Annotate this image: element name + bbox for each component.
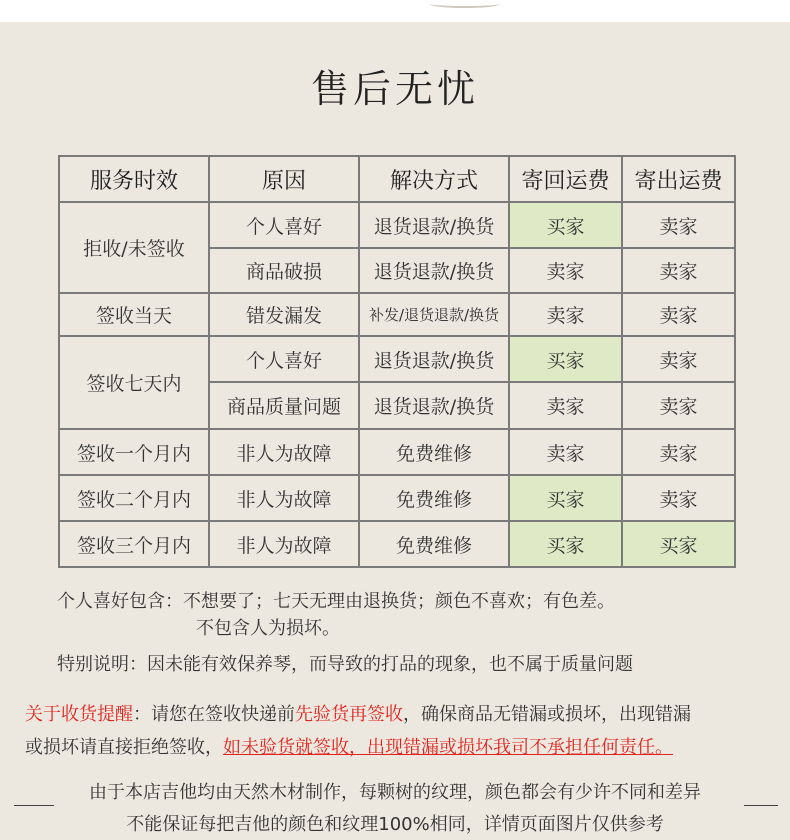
top-decoration-arc: [430, 0, 500, 8]
period-cell: 签收三个月内: [59, 521, 209, 567]
send-fee-cell: 卖家: [622, 293, 735, 336]
return-fee-cell: 卖家: [509, 248, 622, 293]
reason-cell: 非人为故障: [209, 475, 359, 521]
table-row: [59, 293, 735, 336]
send-fee-cell: 卖家: [622, 429, 735, 475]
reason-cell: 个人喜好: [209, 336, 359, 382]
table-header-row: [59, 156, 735, 202]
return-fee-cell: 买家: [509, 202, 622, 248]
reason-cell: 个人喜好: [209, 202, 359, 248]
after-sales-table: [58, 155, 736, 568]
reason-cell: 非人为故障: [209, 521, 359, 567]
receipt-text: 或损坏请直接拒绝签收，: [25, 737, 223, 758]
table-row: [59, 475, 735, 521]
period-cell: 签收二个月内: [59, 475, 209, 521]
table-row: [59, 429, 735, 475]
return-fee-cell: 卖家: [509, 382, 622, 429]
return-fee-cell: 卖家: [509, 429, 622, 475]
solution-cell: 退货退款/换货: [359, 336, 509, 382]
header-reason: 原因: [209, 156, 359, 202]
return-fee-cell: 买家: [509, 336, 622, 382]
send-fee-cell: 买家: [622, 521, 735, 567]
period-cell: 签收一个月内: [59, 429, 209, 475]
send-fee-cell: 卖家: [622, 336, 735, 382]
period-cell: 签收当天: [59, 293, 209, 336]
send-fee-cell: 卖家: [622, 382, 735, 429]
header-solution: 解决方式: [359, 156, 509, 202]
solution-cell: 补发/退货退款/换货: [359, 293, 509, 336]
reason-cell: 商品质量问题: [209, 382, 359, 429]
reason-cell: 非人为故障: [209, 429, 359, 475]
solution-cell: 退货退款/换货: [359, 202, 509, 248]
receipt-highlight: 先验货再签收: [295, 704, 403, 725]
period-cell: 拒收/未签收: [59, 202, 209, 293]
receipt-reminder-line2: [25, 733, 673, 759]
receipt-text: ：请您在签收快递前: [133, 704, 295, 725]
preference-note-line1: 个人喜好包含：不想要了；七天无理由退换货；颜色不喜欢；有色差。: [57, 591, 615, 612]
send-fee-cell: 卖家: [622, 475, 735, 521]
reason-cell: 商品破损: [209, 248, 359, 293]
send-fee-cell: 卖家: [622, 202, 735, 248]
return-fee-cell: 卖家: [509, 293, 622, 336]
reason-cell: 错发漏发: [209, 293, 359, 336]
footer-rule-right: [744, 805, 778, 806]
header-send-fee: 寄出运费: [622, 156, 735, 202]
special-note: 特别说明：因未能有效保养琴，而导致的打品的现象，也不属于质量问题: [57, 654, 633, 675]
table-row: [59, 521, 735, 567]
return-fee-cell: 买家: [509, 475, 622, 521]
receipt-reminder-line1: [25, 700, 691, 726]
receipt-warning: 如未验货就签收，出现错漏或损坏我司不承担任何责任。: [223, 737, 673, 758]
send-fee-cell: 卖家: [622, 248, 735, 293]
footer-line2: 不能保证每把吉他的颜色和纹理100%相同，详情页面图片仅供参考: [126, 814, 664, 835]
table-row: [59, 202, 735, 248]
header-return-fee: 寄回运费: [509, 156, 622, 202]
table-row: [59, 336, 735, 382]
receipt-text: ，确保商品无错漏或损坏，出现错漏: [403, 704, 691, 725]
receipt-reminder-label: 关于收货提醒: [25, 704, 133, 725]
return-fee-cell: 买家: [509, 521, 622, 567]
solution-cell: 免费维修: [359, 521, 509, 567]
period-cell: 签收七天内: [59, 336, 209, 429]
solution-cell: 退货退款/换货: [359, 382, 509, 429]
solution-cell: 退货退款/换货: [359, 248, 509, 293]
solution-cell: 免费维修: [359, 429, 509, 475]
page-title: 售后无忧: [310, 67, 479, 111]
preference-note-line2: 不包含人为损坏。: [196, 618, 340, 639]
header-period: 服务时效: [59, 156, 209, 202]
footer-line1: 由于本店吉他均由天然木材制作，每颗树的纹理，颜色都会有少许不同和差异: [89, 782, 701, 803]
footer-rule-left: [14, 805, 54, 806]
solution-cell: 免费维修: [359, 475, 509, 521]
